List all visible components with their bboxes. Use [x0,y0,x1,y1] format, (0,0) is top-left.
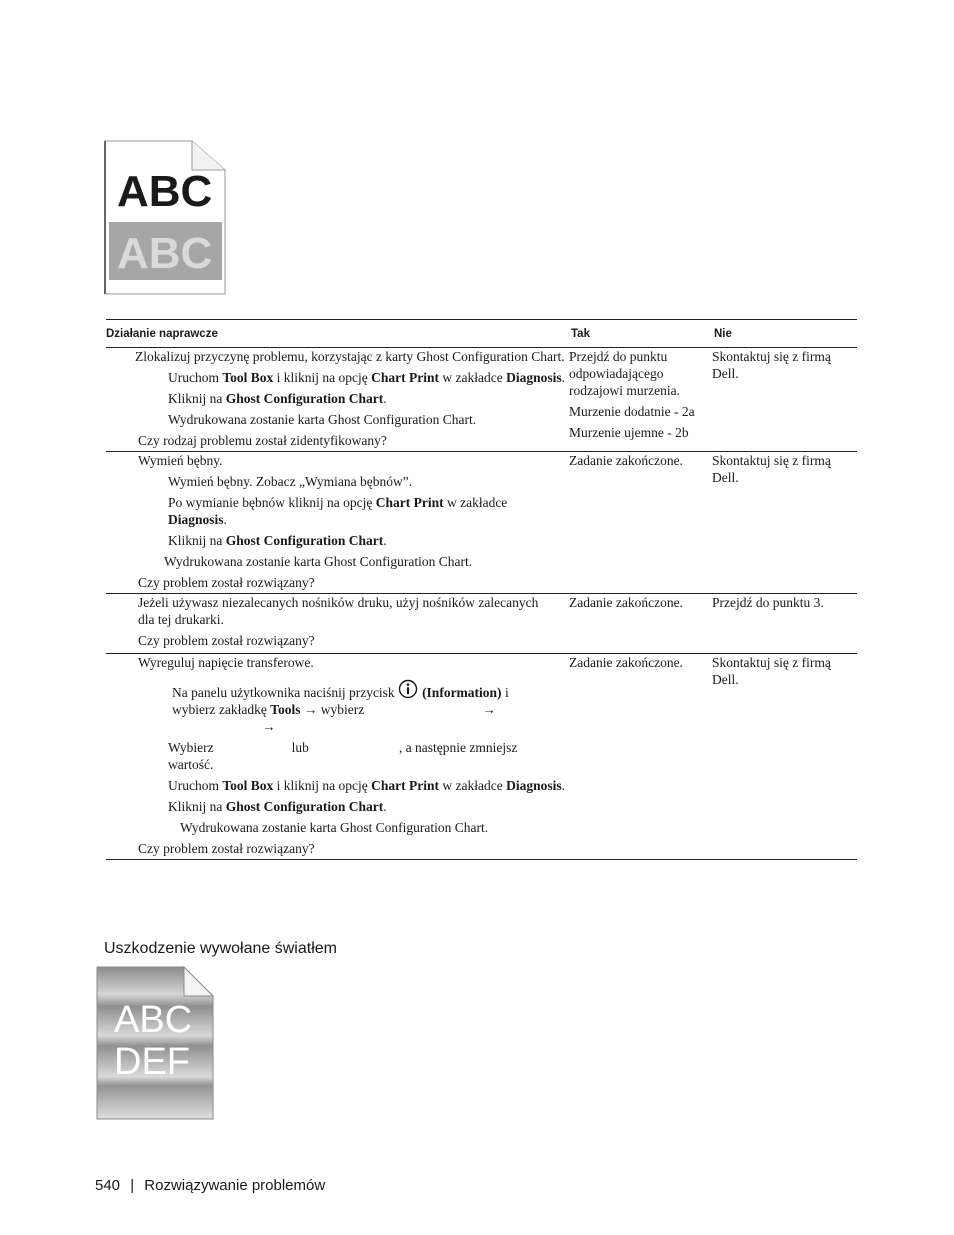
substep: Wydrukowana zostanie karta Ghost Configuration Chart. [180,820,489,835]
substep: Wybierz lub , a następnie zmniejsz wartość. [168,740,518,772]
fatigue-figure-text-line1: ABC [114,999,193,1041]
header-action: Działanie naprawcze [106,320,569,348]
info-icon [398,679,418,699]
action-cell [106,452,569,594]
footer-separator: | [130,1177,135,1194]
table-row [106,348,857,452]
yes-cell: Zadanie zakończone. [569,594,712,654]
step-text: Jeżeli używasz niezalecanych nośników druku, użyj nośników zalecanych dla tej drukarki. [138,595,539,627]
substep: Wydrukowana zostanie karta Ghost Configuration Chart. [164,554,473,569]
table-row [106,452,857,594]
section-heading: Uszkodzenie wywołane światłem [104,940,337,957]
ghost-figure-text-dark: ABC [117,167,213,216]
no-cell: Skontaktuj się z firmą Dell. [712,654,857,860]
ghost-figure-text-light: ABC [117,229,213,278]
header-no: Nie [712,320,857,348]
substep: Uruchom Tool Box i kliknij na opcję Chart Print w zakładce Diagnosis. [168,370,566,385]
substep: Wymień bębny. Zobacz „Wymiana bębnów”. [168,474,413,489]
step-text: Wymień bębny. [138,453,223,468]
substep: Kliknij na Ghost Configuration Chart. [168,799,387,814]
question-text: Czy problem został rozwiązany? [138,633,315,648]
no-cell: Skontaktuj się z firmą Dell. [712,348,857,452]
substep: Wydrukowana zostanie karta Ghost Configuration Chart. [168,412,477,427]
step-text: Wyreguluj napięcie transferowe. [138,655,314,670]
table-row [106,594,857,654]
table-header-row [106,320,857,348]
substep: Po wymianie bębnów kliknij na opcję Chart Print w zakładce Diagnosis. [168,495,508,527]
page-footer [95,1177,325,1194]
substep: Kliknij na Ghost Configuration Chart. [168,533,387,548]
question-text: Czy problem został rozwiązany? [138,841,315,856]
action-cell [106,348,569,452]
fatigue-figure-text-line2: DEF [114,1041,190,1083]
troubleshooting-table [106,319,857,860]
step-text: Zlokalizuj przyczynę problemu, korzystając z karty Ghost Configuration Chart. [135,349,565,364]
yes-cell: Zadanie zakończone. [569,452,712,594]
no-cell: Skontaktuj się z firmą Dell. [712,452,857,594]
substep: Uruchom Tool Box i kliknij na opcję Chart Print w zakładce Diagnosis. [168,778,566,793]
no-cell: Przejdź do punktu 3. [712,594,857,654]
header-yes: Tak [569,320,712,348]
action-cell [106,654,569,860]
table-row [106,654,857,860]
substep: Kliknij na Ghost Configuration Chart. [168,391,387,406]
action-cell [106,594,569,654]
light-fatigue-sample-figure [96,966,216,1122]
footer-section: Rozwiązywanie problemów [144,1177,326,1194]
substep: Na panelu użytkownika naciśnij przycisk (Information) i wybierz zakładkę Tools → wybierz → → [106,679,569,735]
question-text: Czy rodzaj problemu został zidentyfikowany? [138,433,387,448]
question-text: Czy problem został rozwiązany? [138,575,315,590]
ghosting-sample-figure [104,140,228,296]
page-number: 540 [95,1177,121,1194]
yes-cell: Zadanie zakończone. [569,654,712,860]
yes-cell: Przejdź do punktu odpowiadającego rodzajowi murzenia. Murzenie dodatnie - 2a Murzenie ujemne - 2b [569,348,712,452]
